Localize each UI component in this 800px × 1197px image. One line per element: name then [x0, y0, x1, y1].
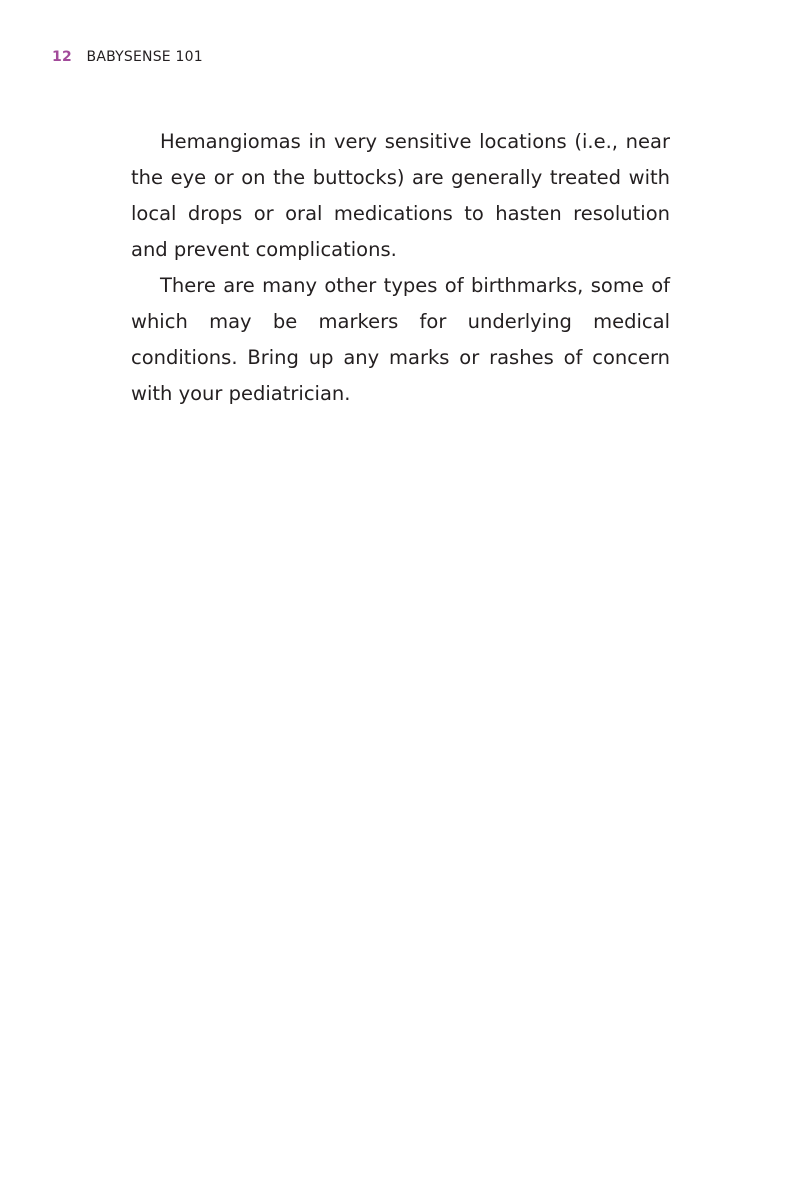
page-number: 12 [52, 49, 72, 65]
paragraph-hemangiomas: Hemangiomas in very sensitive locations (i.e., near the eye or on the buttocks) are generally treated with local drops or oral medications to hasten resolution and prevent complications. [131, 130, 670, 261]
paragraph-birthmarks: There are many other types of birthmarks, some of which may be markers for underlying medical conditions. Bring up any marks or rashes of concern with your pediatrician. [131, 274, 670, 405]
body-text [131, 124, 670, 412]
running-header [52, 48, 203, 66]
book-title: BABYSENSE 101 [86, 49, 203, 65]
